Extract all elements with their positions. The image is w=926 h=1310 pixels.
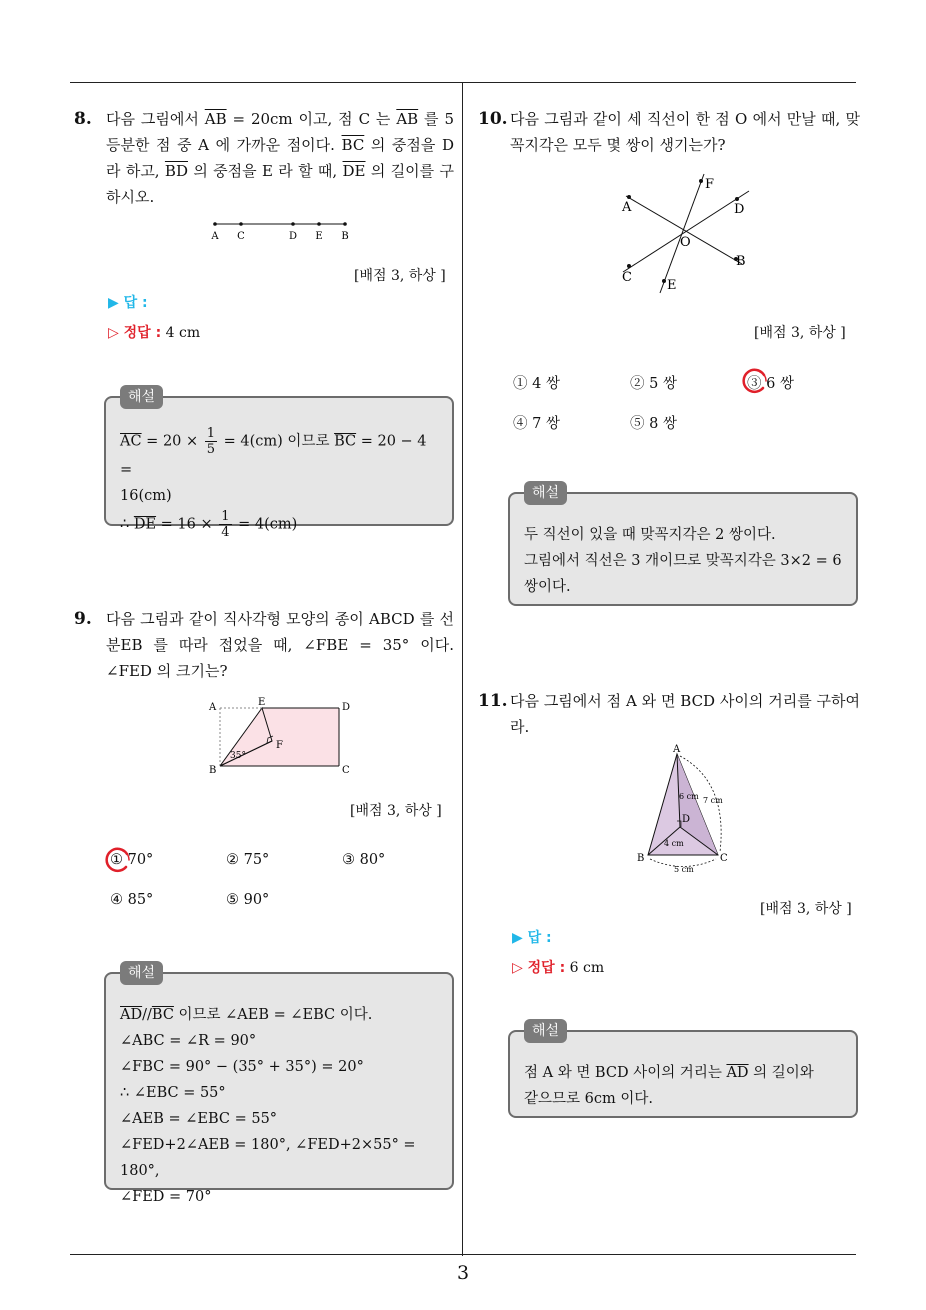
bottom-rule bbox=[70, 1254, 856, 1255]
q10-label-a: A bbox=[622, 200, 632, 215]
q9-exp-line-7: ∠FED = 70° bbox=[120, 1189, 212, 1205]
frac-num: 1 bbox=[206, 426, 216, 441]
q8-answer bbox=[108, 288, 200, 348]
q9-exp-line-6: ∠FED+2∠AEB = 180°, ∠FED+2×55° = 180°, bbox=[120, 1137, 416, 1179]
q9-exp-text: 이므로 ∠AEB = ∠EBC 이다. bbox=[173, 1007, 373, 1023]
q8-segment-bc: $\overline{BC}$ bbox=[341, 136, 365, 154]
q9-label-d: D bbox=[342, 702, 351, 713]
q8-text-part: 를 5 등분한 점 중 A 에 가까운 점이다. bbox=[106, 110, 454, 154]
question-9-text: 다음 그림과 같이 직사각형 모양의 종이 ABCD 를 선분EB 를 따라 접었을 때, ∠FBE = 35° 이다. ∠FED 의 크기는? bbox=[106, 610, 454, 680]
q9-explanation-box bbox=[104, 965, 454, 1205]
q10-line-ef bbox=[660, 174, 704, 293]
q9-label-c: C bbox=[342, 765, 350, 776]
q8-label-c: C bbox=[237, 231, 245, 242]
q10-exp-line-3: 쌍이다. bbox=[524, 579, 571, 595]
page-number: 3 bbox=[456, 1262, 470, 1284]
q10-exp-line-1: 두 직선이 있을 때 맞꼭지각은 2 쌍이다. bbox=[524, 527, 776, 543]
q11-answer bbox=[512, 923, 604, 983]
q9-explanation-tag: 해설 bbox=[120, 961, 163, 985]
q10-point-e bbox=[662, 279, 666, 283]
q9-choice-2[interactable]: ② 75° bbox=[226, 852, 270, 868]
top-rule bbox=[70, 82, 856, 83]
q8-exp-line-1 bbox=[120, 426, 438, 483]
q8-exp-text: = 4(cm) bbox=[233, 516, 298, 533]
q10-explanation-tag: 해설 bbox=[524, 481, 567, 505]
q11-label-c: C bbox=[720, 853, 728, 864]
q8-text-part: 의 중점을 D 라 하고, bbox=[106, 136, 455, 180]
q11-label-bc: 5 cm bbox=[674, 865, 694, 874]
q11-explanation-tag: 해설 bbox=[524, 1019, 567, 1043]
q11-label-a: A bbox=[673, 744, 681, 755]
question-10-text: 다음 그림과 같이 세 직선이 한 점 O 에서 만날 때, 맞꼭지각은 모두 몇 쌍이 생기는가? bbox=[510, 110, 860, 154]
frac-den: 5 bbox=[206, 442, 216, 457]
q10-choice-1[interactable]: ① 4 쌍 bbox=[513, 376, 560, 392]
q8-point-e bbox=[317, 222, 321, 226]
q10-score: [배점 3, 하상 ] bbox=[754, 325, 846, 341]
q9-choice-1[interactable]: ① 70° bbox=[110, 852, 154, 868]
q8-text-part: = 20cm 이고, 점 C 는 bbox=[226, 110, 397, 128]
q9-exp-line-5: ∠AEB = ∠EBC = 55° bbox=[120, 1111, 278, 1127]
q8-label-d: D bbox=[288, 231, 298, 242]
q8-point-b bbox=[343, 222, 347, 226]
q11-label-bd: 4 cm bbox=[664, 839, 684, 848]
question-11-number: 11. bbox=[478, 691, 508, 711]
q8-label-e: E bbox=[315, 231, 323, 242]
q9-angle-label: 35° bbox=[230, 751, 246, 761]
q9-choice-3[interactable]: ③ 80° bbox=[342, 852, 386, 868]
question-8 bbox=[74, 106, 454, 210]
q10-choice-4[interactable]: ④ 7 쌍 bbox=[513, 416, 560, 432]
q8-point-c bbox=[239, 222, 243, 226]
q9-choice-5[interactable]: ⑤ 90° bbox=[226, 892, 270, 908]
q10-point-d bbox=[735, 197, 739, 201]
q9-label-f: F bbox=[276, 740, 283, 751]
q9-exp-line-4: ∴ ∠EBC = 55° bbox=[120, 1085, 226, 1101]
q10-choice-5[interactable]: ⑤ 8 쌍 bbox=[630, 416, 677, 432]
q8-segment-bd: $\overline{BD}$ bbox=[164, 162, 188, 180]
q8-exp-frac-1 bbox=[205, 426, 217, 457]
question-10-number: 10. bbox=[478, 109, 508, 129]
q8-text-part: 다음 그림에서 bbox=[106, 110, 205, 128]
q8-text-part: 의 중점을 E 라 할 때, bbox=[187, 162, 343, 180]
q8-point-d bbox=[291, 222, 295, 226]
q11-exp-line-2: 같으므로 6cm 이다. bbox=[524, 1091, 653, 1107]
q8-text-part: 의 길이를 구하시오. bbox=[106, 162, 454, 206]
q8-exp-text: ∴ bbox=[120, 516, 134, 533]
q8-exp-line-3 bbox=[120, 509, 438, 540]
q9-exp-text: // bbox=[142, 1007, 152, 1023]
q10-three-lines-figure bbox=[612, 168, 757, 298]
q8-segment-ab: $\overline{AB}$ bbox=[396, 110, 419, 128]
q8-explanation-box bbox=[104, 389, 454, 540]
q8-explanation-tag: 해설 bbox=[120, 385, 163, 409]
q8-correct-value: 4 cm bbox=[165, 325, 201, 341]
q10-point-c bbox=[627, 264, 631, 268]
q9-choice-4[interactable]: ④ 85° bbox=[110, 892, 154, 908]
q8-point-a bbox=[213, 222, 217, 226]
q11-exp-line-1 bbox=[524, 1060, 842, 1086]
q8-exp-frac-2 bbox=[219, 509, 231, 540]
q9-answer-circle-mark bbox=[101, 845, 133, 875]
q8-correct-label: ▷ 정답 : bbox=[108, 325, 162, 341]
q9-exp-bc: $\overline{BC}$ bbox=[151, 1007, 174, 1023]
question-8-number: 8. bbox=[74, 109, 92, 129]
q11-answer-label: ▶ 답 : bbox=[512, 930, 552, 946]
q8-segment-de: $\overline{DE}$ bbox=[342, 162, 366, 180]
q8-exp-bc: $\overline{BC}$ bbox=[334, 433, 357, 450]
q10-line-cd bbox=[623, 191, 749, 272]
q8-exp-ac: $\overline{AC}$ bbox=[120, 433, 142, 450]
q11-tetrahedron-figure bbox=[630, 742, 745, 877]
q10-exp-line-2: 그림에서 직선은 3 개이므로 맞꼭지각은 3×2 = 6 bbox=[524, 553, 842, 569]
q11-score: [배점 3, 하상 ] bbox=[760, 901, 852, 917]
q11-label-height: 6 cm bbox=[679, 792, 699, 801]
q8-exp-text: = 20 − 4 = bbox=[120, 433, 427, 478]
q11-label-d: D bbox=[682, 814, 691, 825]
q8-exp-de: $\overline{DE}$ bbox=[133, 516, 157, 533]
q11-correct-value: 6 cm bbox=[569, 960, 605, 976]
q8-exp-text: = 20 × bbox=[141, 433, 203, 450]
q11-exp-text: 점 A 와 면 BCD 사이의 거리는 bbox=[524, 1065, 727, 1081]
q10-label-e: E bbox=[667, 278, 677, 293]
question-9 bbox=[74, 606, 454, 684]
question-9-number: 9. bbox=[74, 609, 92, 629]
q8-exp-line-2: 16(cm) bbox=[120, 488, 172, 504]
q8-exp-text: = 4(cm) 이므로 bbox=[219, 433, 335, 450]
q9-label-a: A bbox=[209, 702, 217, 713]
q10-label-d: D bbox=[734, 202, 745, 217]
q10-label-f: F bbox=[705, 177, 715, 192]
q8-score: [배점 3, 하상 ] bbox=[354, 268, 446, 284]
frac-den: 4 bbox=[221, 525, 230, 540]
q9-label-e: E bbox=[258, 697, 266, 708]
q8-label-a: A bbox=[211, 231, 219, 242]
q8-segment-ab: $\overline{AB}$ bbox=[204, 110, 227, 128]
q10-point-f bbox=[699, 179, 703, 183]
question-11 bbox=[478, 688, 860, 740]
q10-answer-circle-mark bbox=[738, 366, 770, 396]
q11-label-b: B bbox=[637, 853, 645, 864]
q9-exp-line-2: ∠ABC = ∠R = 90° bbox=[120, 1033, 257, 1049]
q11-label-edge-ac: 7 cm bbox=[703, 796, 723, 805]
q11-explanation-box bbox=[508, 1023, 858, 1118]
q10-choice-3[interactable]: ③ 6 쌍 bbox=[747, 376, 794, 392]
q10-label-o: O bbox=[680, 235, 691, 250]
q10-point-a bbox=[627, 195, 631, 199]
q9-score: [배점 3, 하상 ] bbox=[350, 803, 442, 819]
q10-choice-2[interactable]: ② 5 쌍 bbox=[630, 376, 677, 392]
q8-label-b: B bbox=[341, 231, 349, 242]
q11-correct-label: ▷ 정답 : bbox=[512, 960, 566, 976]
q8-answer-label: ▶ 답 : bbox=[108, 295, 148, 311]
q11-exp-text: 의 길이와 bbox=[748, 1065, 814, 1081]
question-10 bbox=[478, 106, 860, 158]
q10-label-b: B bbox=[736, 254, 746, 269]
question-8-text bbox=[106, 106, 454, 210]
q9-rectangle-figure bbox=[205, 695, 355, 780]
q10-label-c: C bbox=[622, 270, 632, 285]
q8-exp-text: = 16 × bbox=[156, 516, 218, 533]
q9-exp-ad: $\overline{AD}$ bbox=[120, 1007, 143, 1023]
q10-explanation-box bbox=[508, 485, 858, 606]
q11-exp-ad: $\overline{AD}$ bbox=[726, 1065, 749, 1081]
q8-segment-figure bbox=[205, 215, 355, 245]
column-divider bbox=[462, 83, 463, 1256]
q9-exp-line-1 bbox=[120, 1002, 438, 1028]
q9-exp-line-3: ∠FBC = 90° − (35° + 35°) = 20° bbox=[120, 1059, 364, 1075]
question-11-text: 다음 그림에서 점 A 와 면 BCD 사이의 거리를 구하여라. bbox=[510, 692, 860, 736]
frac-num: 1 bbox=[221, 509, 230, 524]
q9-label-b: B bbox=[209, 765, 217, 776]
